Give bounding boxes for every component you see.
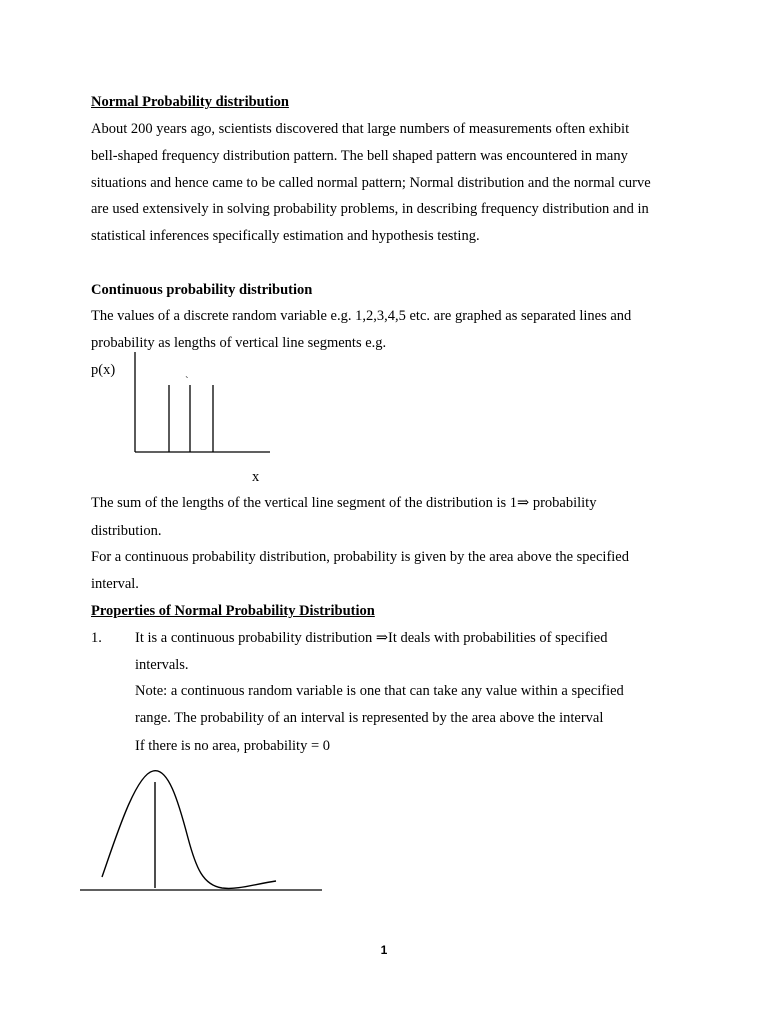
- paragraph-line: distribution.: [91, 523, 162, 539]
- paragraph-line: bell-shaped frequency distribution pattern. The bell shaped pattern was encountered in many: [91, 148, 628, 164]
- heading-properties: Properties of Normal Probability Distribution: [91, 603, 375, 619]
- figure-y-label: p(x): [91, 362, 116, 378]
- list-item-line: range. The probability of an interval is represented by the area above the interval: [135, 710, 604, 726]
- page-number: 1: [380, 943, 388, 957]
- figure-x-label: x: [252, 469, 260, 485]
- paragraph-line: About 200 years ago, scientists discovered that large numbers of measurements often exhibit: [91, 121, 630, 137]
- paragraph-line: probability as lengths of vertical line segments e.g.: [91, 335, 387, 351]
- paragraph-line: For a continuous probability distribution, probability is given by the area above the specified: [91, 549, 629, 565]
- list-item-line: If there is no area, probability = 0: [135, 738, 330, 754]
- heading-normal-probability: Normal Probability distribution: [91, 94, 289, 110]
- paragraph-line: statistical inferences specifically estimation and hypothesis testing.: [91, 228, 480, 244]
- paragraph-line: The values of a discrete random variable e.g. 1,2,3,4,5 etc. are graphed as separated lines and: [91, 308, 632, 324]
- list-item-line: intervals.: [135, 657, 189, 673]
- curve: [102, 771, 276, 889]
- paragraph-line: The sum of the lengths of the vertical line segment of the distribution is 1⇒ probability: [91, 495, 597, 511]
- list-item-line: It is a continuous probability distribution ⇒It deals with probabilities of specified: [135, 630, 608, 646]
- bell-curve-sketch: [80, 771, 322, 890]
- discrete-line-graph: [135, 352, 270, 452]
- paragraph-line: interval.: [91, 576, 139, 592]
- paragraph-line: situations and hence came to be called normal pattern; Normal distribution and the normal curve: [91, 175, 651, 191]
- figure-tick-mark: `: [185, 375, 189, 387]
- heading-continuous-probability: Continuous probability distribution: [91, 282, 313, 298]
- list-item-line: Note: a continuous random variable is one that can take any value within a specified: [135, 683, 624, 699]
- list-item-number: 1.: [91, 630, 102, 646]
- paragraph-line: are used extensively in solving probability problems, in describing frequency distribution and in: [91, 201, 649, 217]
